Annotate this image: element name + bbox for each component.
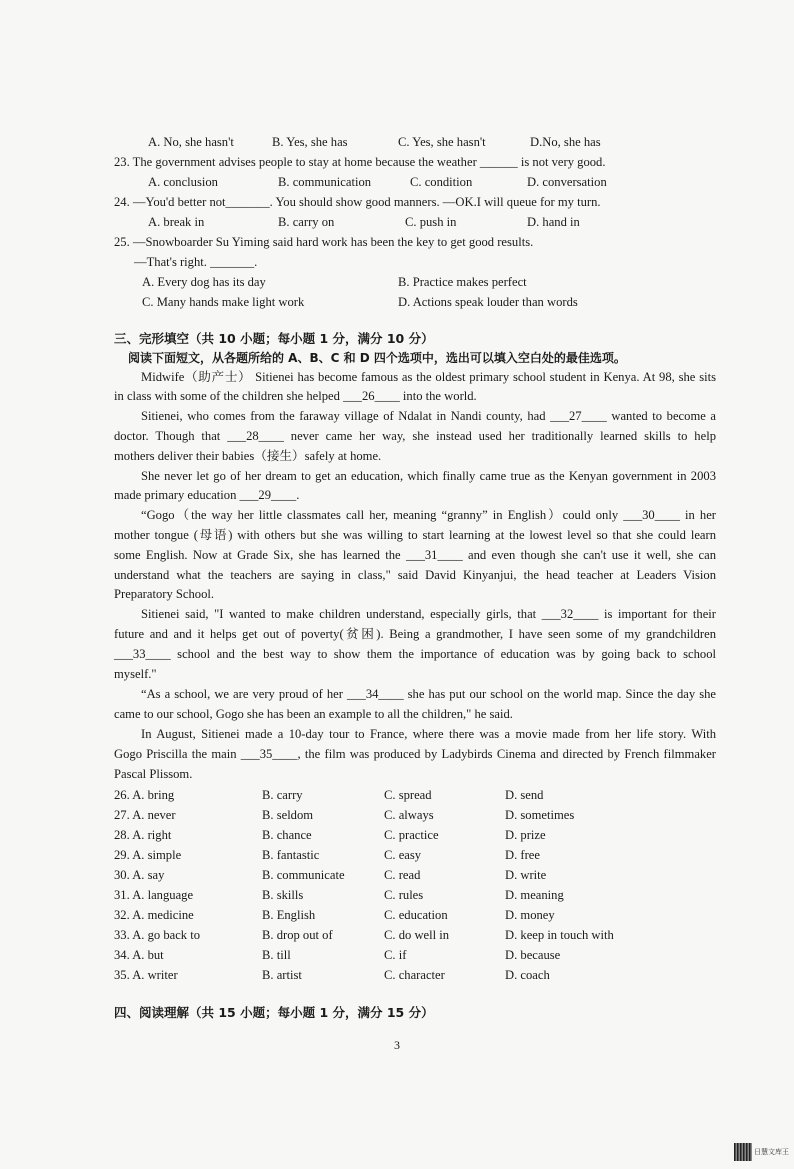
q23-stem: 23. The government advises people to stay at home because the weather ______ is not very good.	[114, 155, 606, 169]
choice-31-c: C. rules	[384, 888, 424, 902]
passage-line: made primary education ___29____.	[114, 488, 300, 502]
passage-line: doctor. Though that ___28____ never came her way, she instead used her traditionally learned skills to help	[114, 429, 716, 443]
choice-33-b: B. drop out of	[262, 928, 333, 942]
choice-26-a: 26. A. bring	[114, 788, 175, 802]
choice-28-c: C. practice	[384, 828, 439, 842]
passage-line: She never let go of her dream to get an education, which finally came true as the Kenyan government in 2003	[141, 469, 716, 483]
passage-line: “As a school, we are very proud of her ___34____ she has put our school on the world map. Since the day she	[141, 687, 716, 701]
q22-option-c: C. Yes, she hasn't	[398, 135, 486, 149]
qr-code-icon	[734, 1143, 752, 1161]
passage-line: some English. Now at Grade Six, she has learned the ___31____ and even though she can't use it well, she can	[114, 548, 716, 562]
q25-option-c: C. Many hands make light work	[142, 295, 305, 309]
choice-26-d: D. send	[505, 788, 544, 802]
q24-option-d: D. hand in	[527, 215, 580, 229]
choice-35-a: 35. A. writer	[114, 968, 178, 982]
watermark-logo: 日慧文库王	[754, 1148, 789, 1156]
passage-line: understand what the teachers are saying in class," said David Kinyanjui, the head teacher at Leaders Vision	[114, 568, 716, 582]
passage-line: in class with some of the children she helped ___26____ into the world.	[114, 389, 477, 403]
passage-line: Midwife（助产士） Sitienei has become famous as the oldest primary school student in Kenya. At 98, she sits	[141, 370, 716, 384]
q24-option-c: C. push in	[405, 215, 457, 229]
choice-27-b: B. seldom	[262, 808, 314, 822]
choice-32-c: C. education	[384, 908, 448, 922]
q22-option-a: A. No, she hasn't	[148, 135, 234, 149]
passage-line: Sitienei, who comes from the faraway village of Ndalat in Nandi county, had ___27____ wanted to become a	[141, 409, 716, 423]
choice-34-c: C. if	[384, 948, 407, 962]
choice-33-d: D. keep in touch with	[505, 928, 614, 942]
q24-option-a: A. break in	[148, 215, 205, 229]
passage-line: ___33____ school and the best way to show them the importance of education was by going back to school	[114, 647, 716, 661]
choice-32-a: 32. A. medicine	[114, 908, 194, 922]
choice-26-c: C. spread	[384, 788, 432, 802]
choice-30-c: C. read	[384, 868, 421, 882]
passage-line: mother tongue (母语) with others but she was willing to start learning at the lowest level so that she could learn	[114, 528, 716, 542]
choice-33-a: 33. A. go back to	[114, 928, 201, 942]
q22-option-d: D.No, she has	[530, 135, 601, 149]
choice-35-c: C. character	[384, 968, 445, 982]
q23-option-d: D. conversation	[527, 175, 607, 189]
choice-27-d: D. sometimes	[505, 808, 575, 822]
passage-line: mothers deliver their babies（接生）safely at home.	[114, 449, 382, 463]
choice-28-a: 28. A. right	[114, 828, 172, 842]
choice-28-d: D. prize	[505, 828, 546, 842]
q25-stem: 25. —Snowboarder Su Yiming said hard work has been the key to get good results.	[114, 235, 534, 249]
choice-34-b: B. till	[262, 948, 291, 962]
passage-line: myself."	[114, 667, 157, 681]
passage-line: Sitienei said, "I wanted to make children understand, especially girls, that ___32____ is important for their	[141, 607, 716, 621]
choice-32-d: D. money	[505, 908, 555, 922]
q23-option-c: C. condition	[410, 175, 473, 189]
q22-option-b: B. Yes, she has	[272, 135, 348, 149]
choice-33-c: C. do well in	[384, 928, 450, 942]
passage-line: “Gogo（the way her little classmates call her, meaning “granny” in English）could only ___30____ in her	[141, 508, 716, 522]
choice-35-b: B. artist	[262, 968, 302, 982]
choice-31-a: 31. A. language	[114, 888, 194, 902]
q25-reply: —That's right. _______.	[134, 255, 258, 269]
q23-option-b: B. communication	[278, 175, 372, 189]
choice-34-a: 34. A. but	[114, 948, 164, 962]
choice-30-a: 30. A. say	[114, 868, 165, 882]
q25-option-b: B. Practice makes perfect	[398, 275, 527, 289]
q25-option-d: D. Actions speak louder than words	[398, 295, 578, 309]
section-3-instruction: 阅读下面短文，从各题所给的 A、B、C 和 D 四个选项中，选出可以填入空白处的最佳选项。	[128, 351, 626, 365]
q24-stem: 24. —You'd better not_______. You should show good manners. —OK.I will queue for my turn.	[114, 195, 601, 209]
choice-28-b: B. chance	[262, 828, 312, 842]
choice-35-d: D. coach	[505, 968, 550, 982]
passage-line: came to our school, Gogo she has been an example to all the children," he said.	[114, 707, 513, 721]
choice-31-b: B. skills	[262, 888, 304, 902]
choice-26-b: B. carry	[262, 788, 303, 802]
choice-32-b: B. English	[262, 908, 316, 922]
passage-line: future and and it helps get out of poverty(贫困). Being a grandmother, I have seen some of my grandchildren	[114, 627, 716, 641]
choice-29-a: 29. A. simple	[114, 848, 182, 862]
choice-29-c: C. easy	[384, 848, 422, 862]
choice-34-d: D. because	[505, 948, 561, 962]
passage-line: Gogo Priscilla the main ___35____, the film was produced by Ladybirds Cinema and directed by French filmmaker	[114, 747, 716, 761]
choice-30-b: B. communicate	[262, 868, 345, 882]
section-4-heading: 四、阅读理解（共 15 小题；每小题 1 分，满分 15 分）	[114, 1005, 434, 1020]
choice-27-c: C. always	[384, 808, 434, 822]
choice-29-d: D. free	[505, 848, 540, 862]
passage-line: Pascal Plissom.	[114, 767, 193, 781]
passage-line: In August, Sitienei made a 10-day tour to France, where there was a movie made from her life story. With	[141, 727, 716, 741]
q25-option-a: A. Every dog has its day	[142, 275, 266, 289]
choice-29-b: B. fantastic	[262, 848, 320, 862]
choice-27-a: 27. A. never	[114, 808, 176, 822]
q23-option-a: A. conclusion	[148, 175, 218, 189]
passage-line: Preparatory School.	[114, 587, 215, 601]
choice-30-d: D. write	[505, 868, 547, 882]
section-3-heading: 三、完形填空（共 10 小题；每小题 1 分，满分 10 分）	[114, 331, 434, 346]
page-number: 3	[394, 1038, 400, 1052]
q24-option-b: B. carry on	[278, 215, 335, 229]
choice-31-d: D. meaning	[505, 888, 564, 902]
